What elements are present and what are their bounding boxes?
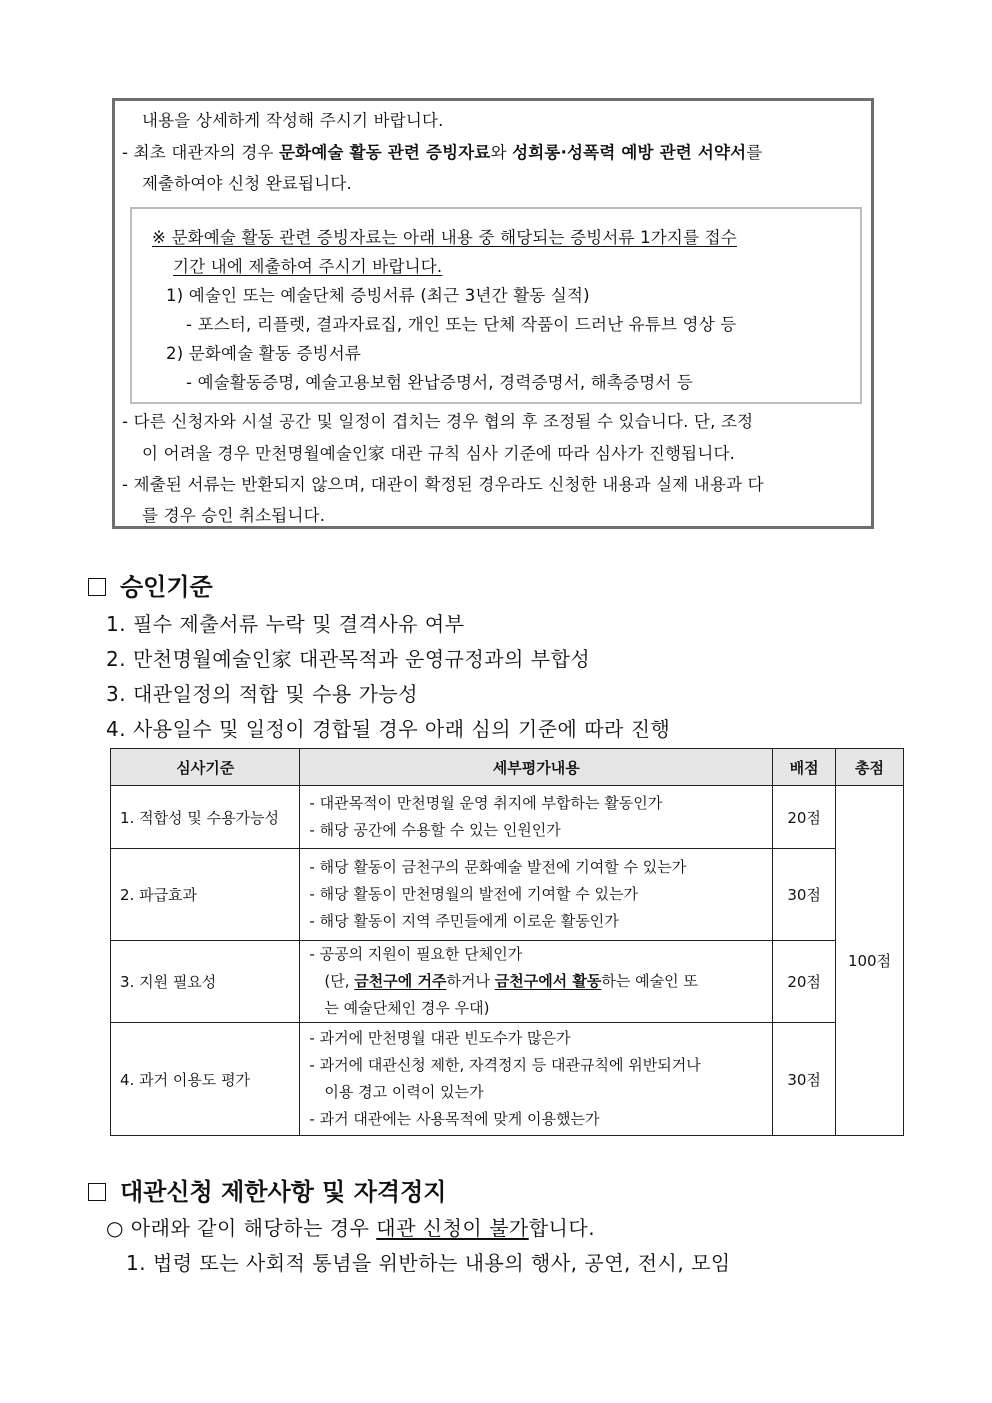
- detail-line: 는 예술단체인 경우 우대): [324, 999, 490, 1017]
- score-cell: 20점: [773, 786, 836, 849]
- notice-line-2-bold-1: 문화예술 활동 관련 증빙자료: [279, 143, 491, 162]
- detail-line: - 해당 공간에 수용할 수 있는 인원인가: [309, 821, 561, 839]
- detail-line: - 해당 활동이 금천구의 문화예술 발전에 기여할 수 있는가: [309, 858, 687, 876]
- evaluation-table: [110, 748, 904, 1136]
- evidence-item-1: 1) 예술인 또는 예술단체 증빙서류 (최근 3년간 활동 실적): [166, 286, 590, 305]
- score-cell: 30점: [773, 849, 836, 941]
- criterion-cell: 2. 파급효과: [111, 849, 300, 941]
- restriction-intro: [106, 1212, 595, 1241]
- notice-line-6: - 제출된 서류는 반환되지 않으며, 대관이 확정된 경우라도 신청한 내용과 실제 내용과 다: [122, 475, 764, 494]
- header-details: 세부평가내용: [300, 749, 773, 786]
- restriction-intro-emphasis: 대관 신청이 불가: [376, 1216, 529, 1240]
- approval-item-3: 3. 대관일정의 적합 및 수용 가능성: [106, 682, 419, 706]
- notice-line-2-mid: 와: [490, 143, 513, 162]
- approval-item-2: 2. 만천명월예술인家 대관목적과 운영규정과의 부합성: [106, 647, 591, 671]
- restriction-item-1: 1. 법령 또는 사회적 통념을 위반하는 내용의 행사, 공연, 전시, 모임: [126, 1251, 731, 1275]
- detail-line: - 대관목적이 만천명월 운영 취지에 부합하는 활동인가: [309, 794, 663, 812]
- approval-item-4: 4. 사용일수 및 일정이 경합될 경우 아래 심의 기준에 따라 진행: [106, 717, 671, 741]
- restriction-title-text: 대관신청 제한사항 및 자격정지: [120, 1178, 447, 1206]
- header-total: 총점: [836, 749, 904, 786]
- evidence-note-text-2: 기간 내에 제출하여 주시기 바랍니다.: [173, 257, 443, 276]
- score-cell: 20점: [773, 941, 836, 1023]
- notice-line-2-post: 를: [746, 143, 763, 162]
- evidence-item-1-sub: - 포스터, 리플렛, 결과자료집, 개인 또는 단체 작품이 드러난 유튜브 영상 등: [186, 315, 737, 334]
- evidence-note-text-1: ※ 문화예술 활동 관련 증빙자료는 아래 내용 중 해당되는 증빙서류 1가지를 접수: [152, 228, 737, 247]
- approval-title-text: 승인기준: [120, 573, 213, 601]
- notice-line-2-bold-2: 성희롱·성폭력 예방 관련 서약서: [512, 143, 747, 162]
- table-header-row: [111, 749, 904, 786]
- criterion-cell: 3. 지원 필요성: [111, 941, 300, 1023]
- details-cell: [300, 1023, 773, 1136]
- notice-line-7: 를 경우 승인 취소됩니다.: [142, 506, 326, 525]
- approval-item-1: 1. 필수 제출서류 누락 및 결격사유 여부: [106, 612, 465, 636]
- detail-line: - 해당 활동이 지역 주민들에게 이로운 활동인가: [309, 912, 619, 930]
- notice-line-2-pre: - 최초 대관자의 경우: [122, 143, 280, 162]
- score-cell: 30점: [773, 1023, 836, 1136]
- notice-line-2: [122, 139, 762, 163]
- evidence-note-line-1: [152, 224, 737, 248]
- square-bullet-icon: [88, 1183, 106, 1201]
- detail-emphasis: 금천구에 거주: [354, 972, 447, 990]
- notice-line-3: 제출하여야 신청 완료됩니다.: [142, 174, 353, 193]
- table-row: [111, 849, 904, 941]
- detail-line: - 해당 활동이 만천명월의 발전에 기여할 수 있는가: [309, 885, 638, 903]
- notice-line-4: - 다른 신청자와 시설 공간 및 일정이 겹치는 경우 협의 후 조정될 수 있습니다. 단, 조정: [122, 412, 754, 431]
- table-row: [111, 1023, 904, 1136]
- detail-line: - 과거에 만천명월 대관 빈도수가 많은가: [309, 1029, 571, 1047]
- evidence-note-line-2: [173, 253, 442, 277]
- detail-line: 이용 경고 이력이 있는가: [324, 1083, 484, 1101]
- detail-line: - 과거에 대관신청 제한, 자격정지 등 대관규칙에 위반되거나: [309, 1056, 701, 1074]
- detail-line: - 과거 대관에는 사용목적에 맞게 이용했는가: [309, 1110, 600, 1128]
- header-criterion: 심사기준: [111, 749, 300, 786]
- total-score-cell: 100점: [836, 786, 904, 1136]
- restriction-intro-post: 합니다.: [528, 1216, 596, 1240]
- details-cell: [300, 786, 773, 849]
- detail-line: - 공공의 지원이 필요한 단체인가: [309, 945, 523, 963]
- details-cell: [300, 941, 773, 1023]
- criterion-cell: 4. 과거 이용도 평가: [111, 1023, 300, 1136]
- detail-fragment: (단,: [324, 972, 355, 990]
- detail-fragment: 하거나: [446, 972, 495, 990]
- evidence-item-2-sub: - 예술활동증명, 예술고용보험 완납증명서, 경력증명서, 해촉증명서 등: [186, 373, 694, 392]
- notice-line-5: 이 어려울 경우 만천명월예술인家 대관 규칙 심사 기준에 따라 심사가 진행됩니다.: [142, 444, 736, 463]
- criterion-cell: 1. 적합성 및 수용가능성: [111, 786, 300, 849]
- details-cell: [300, 849, 773, 941]
- table-row: [111, 786, 904, 849]
- header-score: 배점: [773, 749, 836, 786]
- detail-fragment: 하는 예술인 또: [601, 972, 698, 990]
- evidence-item-2: 2) 문화예술 활동 증빙서류: [166, 344, 362, 363]
- detail-emphasis: 금천구에서 활동: [494, 972, 602, 990]
- table-row: [111, 941, 904, 1023]
- approval-section-title: [88, 567, 213, 602]
- square-bullet-icon: [88, 578, 106, 596]
- restriction-section-title: [88, 1172, 446, 1207]
- detail-line: [309, 968, 763, 995]
- restriction-intro-pre: ○ 아래와 같이 해당하는 경우: [106, 1216, 377, 1240]
- notice-line-1: 내용을 상세하게 작성해 주시기 바랍니다.: [142, 111, 444, 130]
